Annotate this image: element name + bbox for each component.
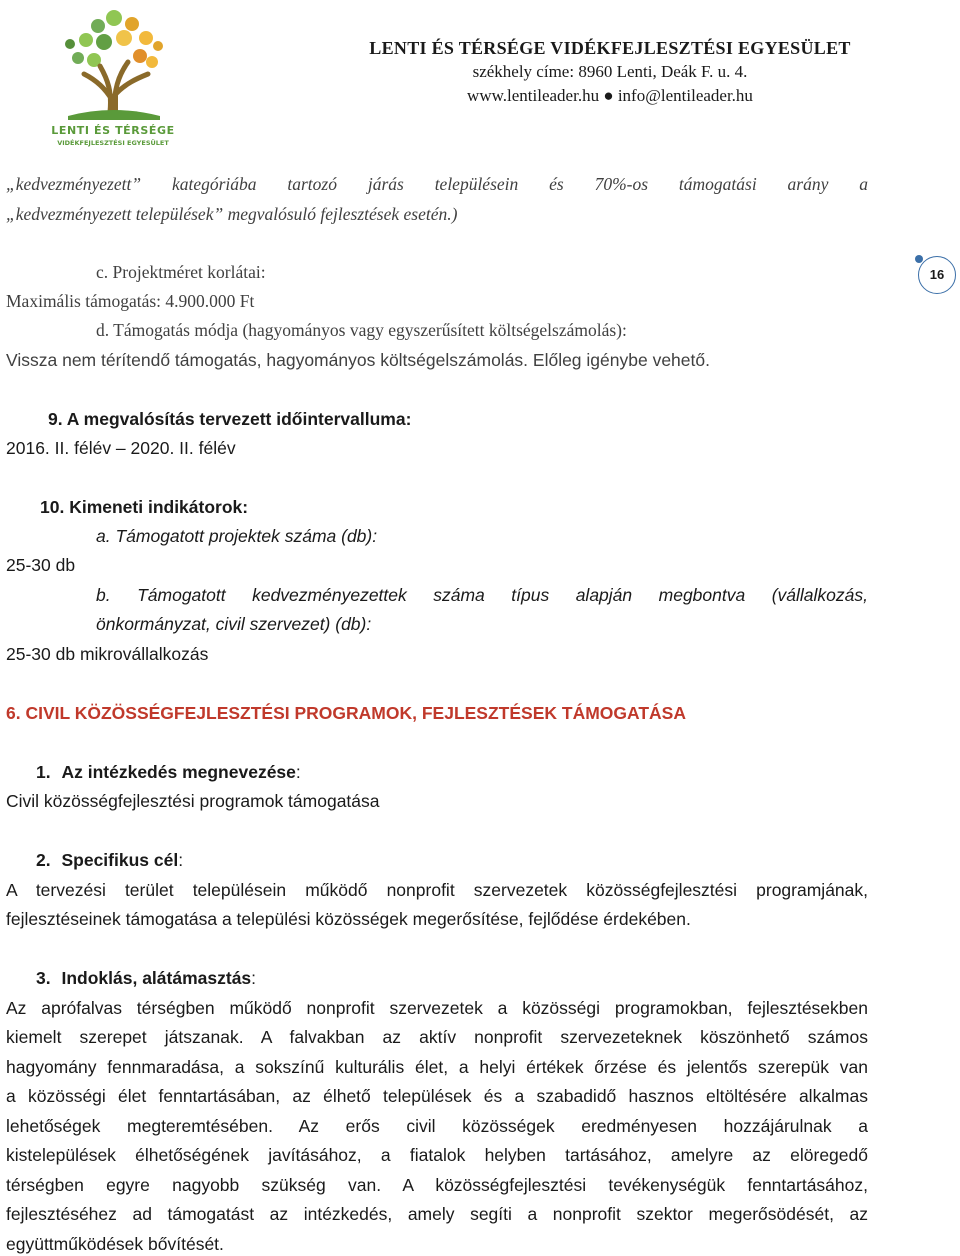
p3-number: 3. (36, 968, 51, 988)
intro-line-2: „kedvezményezett települések” megvalósuló fejlesztések esetén.) (6, 204, 458, 224)
address-line: székhely címe: 8960 Lenti, Deák F. u. 4. (472, 62, 748, 81)
p3-line-4: a közösségi élet fenntartásában, az élhető települések és a szabadidő hasznos eltöltésére alkalmas (6, 1086, 868, 1106)
p3-label: Indoklás, alátámasztás (61, 968, 252, 988)
p2-line-1: A tervezési terület településein működő nonprofit szervezetek közösségfejlesztési programjának, (6, 880, 868, 900)
s9-value: 2016. II. félév – 2020. II. félév (6, 438, 236, 458)
s10-heading: 10. Kimeneti indikátorok: (40, 497, 249, 517)
s10b-value: 25-30 db mikrovállalkozás (6, 644, 209, 664)
p3-line-3: hagyomány fennmaradása, a sokszínű kulturális élet, a helyi értékek őrzése és jelentős szerepük van (6, 1057, 868, 1077)
svg-text:VIDÉKFEJLESZTÉSI EGYESÜLET: VIDÉKFEJLESZTÉSI EGYESÜLET (57, 139, 169, 147)
p3-line-6: kistelepülések élhetőségének javításához, a fiatalok helyben tartásához, amelyre az elöregedő (6, 1145, 868, 1165)
section-6-title: 6. CIVIL KÖZÖSSÉGFEJLESZTÉSI PROGRAMOK, FEJLESZTÉSEK TÁMOGATÁSA (6, 703, 686, 723)
s10a-value: 25-30 db (6, 555, 76, 575)
c-value: Maximális támogatás: 4.900.000 Ft (6, 291, 255, 311)
p2-label: Specifikus cél (61, 850, 179, 870)
c-heading: c. Projektméret korlátai: (96, 262, 266, 282)
p1-label: Az intézkedés megnevezése (61, 762, 296, 782)
p3-heading: 3. Indoklás, alátámasztás: (36, 968, 257, 988)
d-value: Vissza nem térítendő támogatás, hagyományos költségelszámolás. Előleg igénybe vehető. (6, 350, 710, 370)
intro-line-1: „kedvezményezett” kategóriába tartozó járás településein és 70%-os támogatási arány a (6, 174, 868, 194)
p1-heading: 1. Az intézkedés megnevezése: (36, 762, 301, 782)
p3-line-2: kiemelt szerepet játszanak. A falvakban az aktív nonprofit szervezeteknek köszönhető számos (6, 1027, 868, 1047)
p3-line-5: lehetőségek megteremtésében. Az erős civil közösségek eredményesen hozzájárulnak a (6, 1116, 868, 1136)
organization-name: LENTI ÉS TÉRSÉGE VIDÉKFEJLESZTÉSI EGYESÜLET (369, 38, 851, 58)
d-heading: d. Támogatás módja (hagyományos vagy egyszerűsített költségelszámolás): (96, 320, 627, 340)
p1-value: Civil közösségfejlesztési programok támogatása (6, 791, 380, 811)
s10b-line-2: önkormányzat, civil szervezet) (db): (96, 614, 372, 634)
p2-number: 2. (36, 850, 51, 870)
p1-number: 1. (36, 762, 51, 782)
contact-line: www.lentileader.hu ● info@lentileader.hu (467, 86, 753, 105)
page-number: 16 (918, 256, 956, 294)
s10a-heading: a. Támogatott projektek száma (db): (96, 526, 378, 546)
p2-line-2: fejlesztéseinek támogatása a települési közösségek megerősítése, fejlődése érdekében. (6, 909, 691, 929)
svg-text:LENTI ÉS TÉRSÉGE: LENTI ÉS TÉRSÉGE (51, 124, 175, 137)
p3-line-7: térségben egyre nagyobb szükség van. A közösségfejlesztési tevékenységük fenntartásához, (6, 1175, 868, 1195)
p3-line-1: Az aprófalvas térségben működő nonprofit szervezetek a közösségi programokban, fejlesztésekben (6, 998, 868, 1018)
p2-heading: 2. Specifikus cél: (36, 850, 184, 870)
s10b-line-1: b. Támogatott kedvezményezettek száma típus alapján megbontva (vállalkozás, (96, 585, 868, 605)
s9-heading: 9. A megvalósítás tervezett időintervalluma: (48, 409, 412, 429)
p3-line-8: fejlesztéséhez ad támogatást az intézkedés, amely segíti a nonprofit szektor megerősödését, az (6, 1204, 868, 1224)
association-logo (48, 4, 188, 148)
p3-line-9: együttműködések bővítését. (6, 1234, 224, 1254)
